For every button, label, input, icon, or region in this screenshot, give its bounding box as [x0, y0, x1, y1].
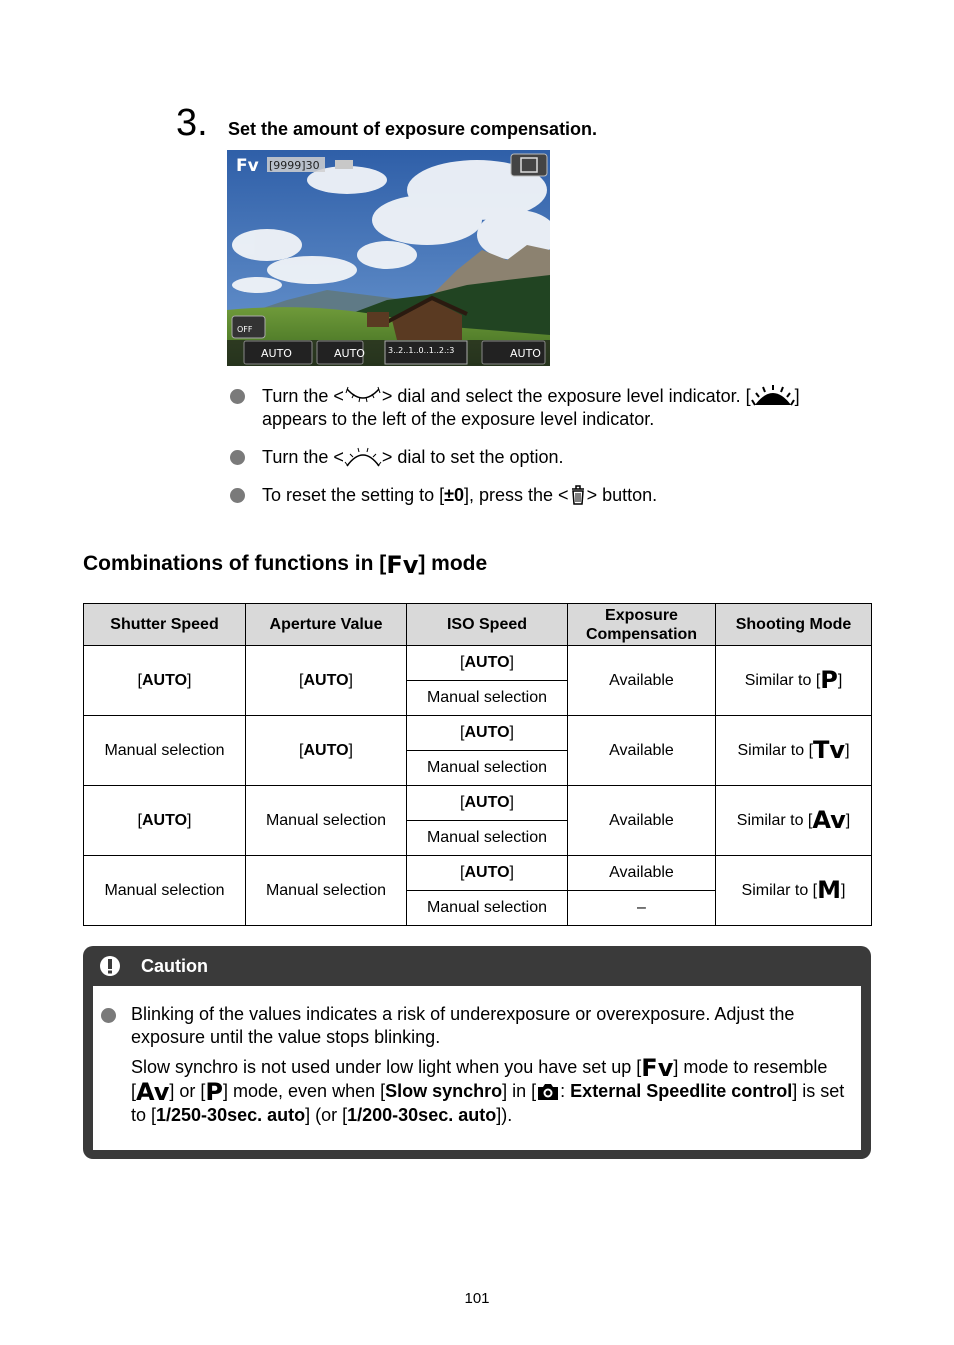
table-cell: Similar to [Av]	[716, 786, 872, 856]
section-title: Combinations of functions in [Fv] mode	[83, 551, 488, 579]
tv-mode-icon: Tv	[813, 736, 846, 764]
screen-tv-auto: AUTO	[261, 347, 292, 360]
header-exposure-compensation: Exposure Compensation	[568, 604, 716, 646]
reset-value: ±0	[444, 485, 464, 505]
page-number: 101	[464, 1290, 490, 1307]
bullet-text: ] appears to the left of the exposure level indicator.	[262, 386, 800, 429]
table-cell: [AUTO]	[407, 716, 568, 751]
screen-iso-auto: AUTO	[510, 347, 541, 360]
quick-control-dial-icon	[344, 385, 382, 407]
bullet-dot	[230, 488, 245, 503]
main-dial-icon	[344, 446, 382, 468]
table-cell: Available	[568, 786, 716, 856]
table-cell: Similar to [M]	[716, 856, 872, 926]
p-mode-icon: P	[205, 1078, 223, 1106]
screen-shots-remaining: [9999]30	[269, 159, 320, 172]
table-row	[84, 646, 872, 681]
av-mode-icon: Av	[136, 1078, 170, 1106]
caution-header	[83, 946, 871, 986]
table-cell: [AUTO]	[246, 716, 407, 786]
fv-mode-icon: Fv	[386, 551, 419, 579]
header-shooting-mode: Shooting Mode	[716, 604, 872, 646]
table-cell: Similar to [Tv]	[716, 716, 872, 786]
caution-body	[93, 986, 861, 1150]
table-cell: Manual selection	[407, 681, 568, 716]
caution-paragraph-1: Blinking of the values indicates a risk of underexposure or overexposure. Adjust the exposure until the value stops blinking.	[131, 1004, 795, 1047]
table-cell: Available	[568, 856, 716, 891]
table-cell: Manual selection	[407, 751, 568, 786]
table-cell: [AUTO]	[407, 856, 568, 891]
bullet-item	[230, 385, 850, 431]
step-title: Set the amount of exposure compensation.	[228, 119, 598, 139]
bullet-text: > dial and select the exposure level indicator. [	[381, 386, 751, 406]
dial-indicator-icon	[751, 385, 795, 407]
bullet-text: > button.	[586, 485, 658, 505]
bullet-dot	[230, 450, 245, 465]
screen-av-auto: AUTO	[334, 347, 365, 360]
table-cell: Manual selection	[407, 821, 568, 856]
table-cell: Manual selection	[246, 856, 407, 926]
table-cell: Manual selection	[246, 786, 407, 856]
caution-title: Caution	[141, 956, 208, 976]
bullet-text: ], press the <	[464, 485, 569, 505]
table-cell: [AUTO]	[407, 786, 568, 821]
caution-box	[83, 946, 871, 1159]
bullet-text: > dial to set the option.	[381, 447, 564, 467]
table-cell: [AUTO]	[246, 646, 407, 716]
step-number: 3.	[176, 102, 208, 144]
table-row	[84, 786, 872, 821]
bullet-text: To reset the setting to [	[262, 485, 445, 505]
fv-mode-icon: Fv	[641, 1054, 674, 1082]
p-mode-icon: P	[820, 666, 838, 694]
bullet-text: Turn the <	[262, 447, 344, 467]
table-row	[84, 856, 872, 891]
bullet-item	[230, 484, 850, 507]
table-cell: Similar to [P]	[716, 646, 872, 716]
table-cell: Available	[568, 716, 716, 786]
screen-off-label: OFF	[237, 325, 253, 334]
table-cell: Manual selection	[407, 891, 568, 926]
table-cell: Manual selection	[84, 716, 246, 786]
header-aperture-value: Aperture Value	[246, 604, 407, 646]
table-cell: [AUTO]	[407, 646, 568, 681]
header-iso-speed: ISO Speed	[407, 604, 568, 646]
caution-icon	[99, 955, 121, 977]
table-cell: –	[568, 891, 716, 926]
table-row	[84, 716, 872, 751]
header-shutter-speed: Shutter Speed	[84, 604, 246, 646]
combinations-table	[83, 603, 872, 926]
table-cell: Available	[568, 646, 716, 716]
bullet-item	[230, 446, 850, 469]
caution-paragraph-2: Slow synchro is not used under low light when you have set up [Fv] mode to resemble [Av] or [P] mode, even when [Slow synchro] in [ : External Speedlite control] is set to [1/250-30sec. auto] (or [1/200-30sec. auto]).	[131, 1054, 845, 1125]
bullet-dot	[101, 1008, 116, 1023]
trash-icon	[569, 484, 587, 506]
av-mode-icon: Av	[812, 806, 846, 834]
screen-mode-label: Fv	[236, 156, 259, 176]
camera-screen-image	[227, 150, 550, 366]
table-cell: [AUTO]	[84, 786, 246, 856]
bullet-text: Turn the <	[262, 386, 344, 406]
bullet-dot	[230, 389, 245, 404]
camera-icon	[536, 1082, 560, 1102]
m-mode-icon: M	[817, 876, 841, 904]
table-header-row	[84, 604, 872, 646]
table-cell: [AUTO]	[84, 646, 246, 716]
screen-exposure-scale: 3..2..1..0..1..2.:3	[388, 346, 455, 355]
table-cell: Manual selection	[84, 856, 246, 926]
